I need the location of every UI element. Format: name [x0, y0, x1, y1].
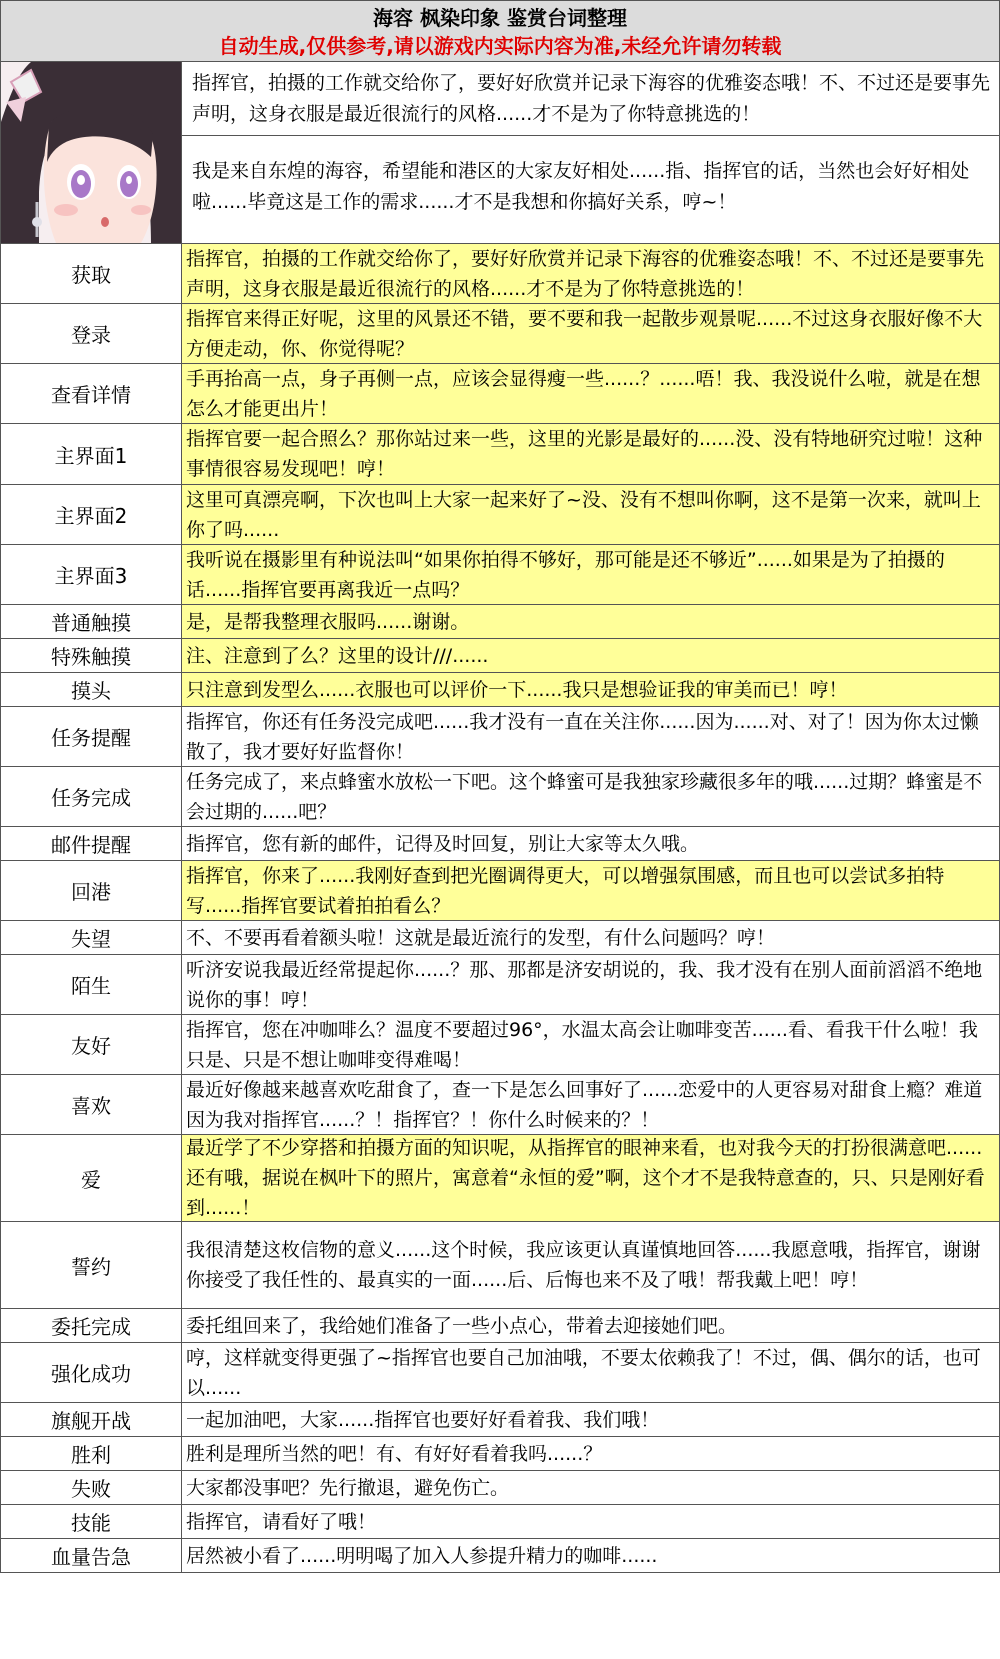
row-label: 摸头 — [1, 673, 182, 706]
table-row — [1, 1403, 999, 1437]
row-line — [182, 1539, 999, 1572]
row-line — [182, 861, 999, 920]
row-line — [182, 1222, 999, 1308]
row-label: 回港 — [1, 861, 182, 920]
row-label: 普通触摸 — [1, 605, 182, 638]
row-line — [182, 485, 999, 544]
row-label: 主界面3 — [1, 545, 182, 604]
row-line-text: 只注意到发型么......衣服也可以评价一下......我只是想验证我的审美而已！哼！ — [186, 678, 848, 701]
table-row — [1, 673, 999, 707]
row-line — [182, 1437, 999, 1470]
row-line-text: 居然被小看了......明明喝了加入人参提升精力的咖啡...... — [186, 1544, 658, 1567]
row-line — [182, 673, 999, 706]
row-label: 陌生 — [1, 955, 182, 1014]
table-row — [1, 1539, 999, 1573]
copyright-notice: 自动生成,仅供参考,请以游戏内实际内容为准,未经允许请勿转载 — [218, 34, 782, 58]
row-label: 胜利 — [1, 1437, 182, 1470]
row-line — [182, 1343, 999, 1402]
row-line-text: 指挥官，你来了......我刚好查到把光圈调得更大，可以增强氛围感，而且也可以尝试多拍特写......指挥官要试着拍拍看么？ — [186, 864, 945, 917]
row-line-text: 指挥官要一起合照么？那你站过来一些，这里的光影是最好的......没、没有特地研究过啦！这种事情很容易发现吧！哼！ — [186, 428, 983, 480]
table-row — [1, 424, 999, 485]
row-line-text: 最近好像越来越喜欢吃甜食了，查一下是怎么回事好了......恋爱中的人更容易对甜食上瘾？难道因为我对指挥官......？！指挥官？！你什么时候来的？！ — [186, 1078, 983, 1131]
row-label: 技能 — [1, 1505, 182, 1538]
row-line-text: 这里可真漂亮啊，下次也叫上大家一起来好了~没、没有不想叫你啊，这不是第一次来，就叫上你了吗...... — [186, 488, 981, 541]
row-label: 主界面2 — [1, 485, 182, 544]
table-row — [1, 1505, 999, 1539]
table-row — [1, 827, 999, 861]
table-row — [1, 1437, 999, 1471]
row-line-text: 指挥官，您在冲咖啡么？温度不要超过96°，水温太高会让咖啡变苦......看、看我干什么啦！我只是、只是不想让咖啡变得难喝！ — [186, 1018, 978, 1071]
row-line — [182, 921, 999, 954]
table-row — [1, 1309, 999, 1343]
row-label: 委托完成 — [1, 1309, 182, 1342]
table-row — [1, 364, 999, 424]
row-line — [182, 1309, 999, 1342]
row-line — [182, 767, 999, 826]
intro-line-2: 我是来自东煌的海容，希望能和港区的大家友好相处......指、指挥官的话，当然也会好好相处啦......毕竟这是工作的需求......才不是我想和你搞好关系，哼~！ — [192, 160, 970, 213]
table-row — [1, 485, 999, 545]
row-line-text: 指挥官，拍摄的工作就交给你了，要好好欣赏并记录下海容的优雅姿态哦！不、不过还是要事先声明，这身衣服是最近很流行的风格......才不是为了你特意挑选的！ — [186, 247, 985, 300]
row-line-text: 我很清楚这枚信物的意义......这个时候，我应该更认真谨慎地回答......我愿意哦，指挥官，谢谢你接受了我任性的、最真实的一面......后、后悔也来不及了哦！帮我戴上吧！哼！ — [186, 1239, 981, 1291]
row-line-text: 指挥官来得正好呢，这里的风景还不错，要不要和我一起散步观景呢......不过这身衣服好像不大方便走动，你、你觉得呢？ — [186, 307, 983, 360]
row-line-text: 一起加油吧，大家......指挥官也要好好看着我、我们哦！ — [186, 1408, 660, 1431]
row-line — [182, 545, 999, 604]
table-row — [1, 707, 999, 767]
row-line — [182, 364, 999, 423]
row-line-text: 大家都没事吧？先行撤退，避免伤亡。 — [186, 1476, 510, 1499]
row-line — [182, 1075, 999, 1134]
row-line-text: 指挥官，请看好了哦！ — [186, 1510, 377, 1533]
row-line — [182, 827, 999, 860]
row-label: 登录 — [1, 304, 182, 363]
row-label: 旗舰开战 — [1, 1403, 182, 1436]
table-row — [1, 244, 999, 304]
intro-line-1: 指挥官，拍摄的工作就交给你了，要好好欣赏并记录下海容的优雅姿态哦！不、不过还是要事先声明，这身衣服是最近很流行的风格......才不是为了你特意挑选的！ — [182, 62, 999, 136]
table-row — [1, 1343, 999, 1403]
row-line-text: 听济安说我最近经常提起你......？那、那都是济安胡说的，我、我才没有在别人面前滔滔不绝地说你的事！哼！ — [186, 958, 983, 1011]
sheet-title: 海容 枫染印象 鉴赏台词整理 — [373, 6, 627, 30]
row-label: 友好 — [1, 1015, 182, 1074]
row-line — [182, 1403, 999, 1436]
row-line-text: 不、不要再看着额头啦！这就是最近流行的发型，有什么问题吗？哼！ — [186, 926, 776, 949]
row-label: 誓约 — [1, 1222, 182, 1308]
portrait-drawing — [1, 62, 181, 243]
row-line — [182, 639, 999, 672]
row-label: 喜欢 — [1, 1075, 182, 1134]
row-line-text: 最近学了不少穿搭和拍摄方面的知识呢，从指挥官的眼神来看，也对我今天的打扮很满意吧......还有哦，据说在枫叶下的照片，寓意着“永恒的爱”啊，这个才不是我特意查的，只、只是刚好看到......！ — [186, 1137, 985, 1219]
table-row — [1, 639, 999, 673]
row-line — [182, 955, 999, 1014]
row-label: 失望 — [1, 921, 182, 954]
row-line — [182, 424, 999, 484]
row-line — [182, 605, 999, 638]
table-row — [1, 1015, 999, 1075]
row-label: 主界面1 — [1, 424, 182, 484]
sheet-header — [1, 0, 999, 62]
row-label: 获取 — [1, 244, 182, 303]
table-row — [1, 545, 999, 605]
row-line-text: 注、注意到了么？这里的设计///...... — [186, 644, 489, 667]
row-line-text: 指挥官，您有新的邮件，记得及时回复，别让大家等太久哦。 — [186, 832, 700, 855]
quote-table — [1, 244, 999, 1573]
row-line-text: 任务完成了，来点蜂蜜水放松一下吧。这个蜂蜜可是我独家珍藏很多年的哦......过期？蜂蜜是不会过期的......吧？ — [186, 770, 983, 823]
table-row — [1, 1471, 999, 1505]
table-row — [1, 1075, 999, 1135]
row-line — [182, 244, 999, 303]
row-line-text: 胜利是理所当然的吧！有、有好好看着我吗......？ — [186, 1442, 603, 1465]
row-line — [182, 1135, 999, 1221]
row-line-text: 是，是帮我整理衣服吗......谢谢。 — [186, 610, 470, 633]
table-row — [1, 861, 999, 921]
portrait-block — [1, 62, 999, 244]
row-label: 血量告急 — [1, 1539, 182, 1572]
row-line — [182, 1471, 999, 1504]
row-line — [182, 1015, 999, 1074]
row-label: 邮件提醒 — [1, 827, 182, 860]
table-row — [1, 955, 999, 1015]
row-label: 强化成功 — [1, 1343, 182, 1402]
intro-lines — [182, 62, 999, 243]
table-row — [1, 304, 999, 364]
row-line-text: 哼，这样就变得更强了~指挥官也要自己加油哦，不要太依赖我了！不过，偶、偶尔的话，也可以...... — [186, 1346, 981, 1399]
table-row — [1, 1135, 999, 1222]
character-portrait-icon — [1, 62, 182, 243]
row-line-text: 我听说在摄影里有种说法叫“如果你拍得不够好，那可能是还不够近”......如果是为了拍摄的话......指挥官要再离我近一点吗？ — [186, 548, 945, 601]
row-line-text: 手再抬高一点，身子再侧一点，应该会显得瘦一些......？......唔！我、我没说什么啦，就是在想怎么才能更出片！ — [186, 367, 981, 420]
table-row — [1, 921, 999, 955]
row-line — [182, 1505, 999, 1538]
row-line-text: 指挥官，你还有任务没完成吧......我才没有一直在关注你......因为......对、对了！因为你太过懒散了，我才要好好监督你！ — [186, 710, 979, 763]
row-line — [182, 707, 999, 766]
table-row — [1, 1222, 999, 1309]
row-line-text: 委托组回来了，我给她们准备了一些小点心，带着去迎接她们吧。 — [186, 1314, 738, 1337]
table-row — [1, 605, 999, 639]
table-row — [1, 767, 999, 827]
row-label: 爱 — [1, 1135, 182, 1221]
row-label: 任务完成 — [1, 767, 182, 826]
row-label: 查看详情 — [1, 364, 182, 423]
row-label: 特殊触摸 — [1, 639, 182, 672]
row-line — [182, 304, 999, 363]
row-label: 失败 — [1, 1471, 182, 1504]
row-label: 任务提醒 — [1, 707, 182, 766]
